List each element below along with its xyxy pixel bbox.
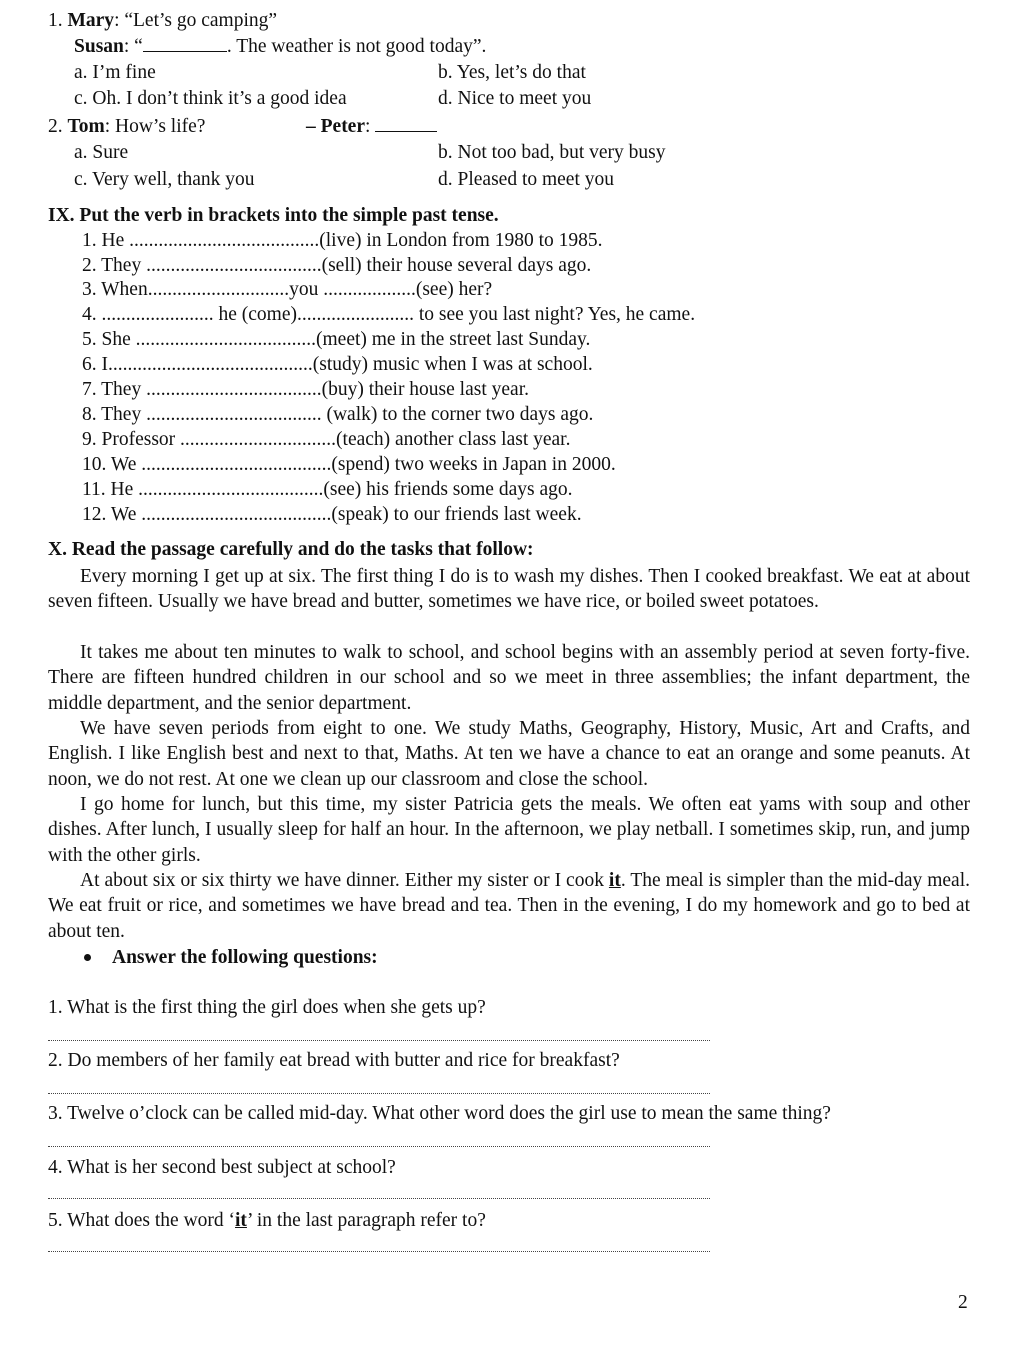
passage-p5-end: . The meal is simpler than the mid-day meal. We eat fruit or rice, and sometimes we have bread and tea. Then in the evening, I do my homework and go to bed at about ten. (48, 870, 970, 942)
question-4: 4. What is her second best subject at school? (48, 1157, 396, 1178)
q1-option-b[interactable]: b. Yes, let’s do that (438, 62, 586, 83)
q1-speaker-mary: Mary (67, 10, 115, 31)
answer-line-3[interactable] (48, 1146, 710, 1147)
q1-susan-close: . The weather is not good today”. (226, 36, 487, 57)
q2-line (48, 114, 205, 139)
q1-susan-open: : “ (123, 36, 143, 57)
q2-option-c[interactable]: c. Very well, thank you (74, 169, 255, 190)
q1-number: 1. (48, 10, 63, 31)
question-5-end: ’ in the last paragraph refer to? (246, 1210, 486, 1231)
question-5-it: it (235, 1210, 247, 1231)
section9-item-8[interactable]: 8. They .................................... (walk) to the corner two days ago. (82, 404, 594, 425)
answer-heading: Answer the following questions: (112, 947, 378, 968)
section9-item-6[interactable]: 6. I..........................................(study) music when I was at school. (82, 354, 593, 375)
q2-peter (306, 114, 437, 139)
question-5-start: 5. What does the word ‘ (48, 1210, 236, 1231)
passage-paragraph-1: Every morning I get up at six. The first thing I do is to wash my dishes. Then I cooked breakfast. We eat at about seven fifteen. Usually we have bread and butter, sometimes we have rice, or boiled sweet potatoes. (48, 566, 970, 613)
answer-line-2[interactable] (48, 1093, 710, 1094)
answer-line-1[interactable] (48, 1040, 710, 1041)
section10-title: X. Read the passage carefully and do the tasks that follow: (48, 539, 534, 560)
q1-mary-text: : “Let’s go camping” (114, 10, 278, 31)
bullet-icon (84, 954, 91, 961)
section9-item-1[interactable]: 1. He .......................................(live) in London from 1980 to 1985. (82, 230, 603, 251)
q1-option-c[interactable]: c. Oh. I don’t think it’s a good idea (74, 88, 347, 109)
passage-paragraph-2: It takes me about ten minutes to walk to school, and school begins with an assembly period at seven forty-five. There are fifteen hundred children in our school and so we meet in three assemblies; the infant department, the middle department, and the senior department. (48, 642, 970, 714)
q2-speaker-peter: – Peter (306, 116, 365, 137)
passage-paragraph-3: We have seven periods from eight to one. We study Maths, Geography, History, Music, Art and Crafts, and English. I like English best and next to that, Maths. At ten we have a chance to eat an orange and some peanuts. At noon, we do not rest. At one we clean up our classroom and close the school. (48, 718, 970, 790)
q1-susan-line (74, 34, 486, 59)
question-2: 2. Do members of her family eat bread with butter and rice for breakfast? (48, 1050, 620, 1071)
section9-item-7[interactable]: 7. They ....................................(buy) their house last year. (82, 379, 529, 400)
passage-paragraph-4: I go home for lunch, but this time, my sister Patricia gets the meals. We often eat yams with soup and other dishes. After lunch, I usually sleep for half an hour. In the afternoon, we play netball. I sometimes skip, run, and jump with the other girls. (48, 794, 970, 866)
q2-speaker-tom: Tom (67, 116, 105, 137)
question-5 (48, 1208, 486, 1233)
q2-answer-blank[interactable] (375, 130, 437, 132)
q2-option-a[interactable]: a. Sure (74, 142, 129, 163)
question-3: 3. Twelve o’clock can be called mid-day. What other word does the girl use to mean the same thing? (48, 1103, 831, 1124)
section9-item-3[interactable]: 3. When.............................you ...................(see) her? (82, 279, 493, 300)
answer-line-5[interactable] (48, 1251, 710, 1252)
section9-item-4[interactable]: 4. ....................... he (come)........................ to see you last night? Yes, he came. (82, 304, 696, 325)
passage-p5-start: At about six or six thirty we have dinner. Either my sister or I cook (80, 870, 609, 891)
q2-option-d[interactable]: d. Pleased to meet you (438, 169, 615, 190)
page-number: 2 (958, 1292, 968, 1313)
q1-option-d[interactable]: d. Nice to meet you (438, 88, 592, 109)
section9-item-9[interactable]: 9. Professor ................................(teach) another class last year. (82, 429, 571, 450)
section9-item-11[interactable]: 11. He ......................................(see) his friends some days ago. (82, 479, 573, 500)
q2-number: 2. (48, 116, 63, 137)
section9-item-5[interactable]: 5. She .....................................(meet) me in the street last Sunday. (82, 329, 591, 350)
q1-option-a[interactable]: a. I’m fine (74, 62, 156, 83)
q2-option-b[interactable]: b. Not too bad, but very busy (438, 142, 666, 163)
section9-item-10[interactable]: 10. We .......................................(spend) two weeks in Japan in 2000. (82, 454, 616, 475)
section9-item-12[interactable]: 12. We .......................................(speak) to our friends last week. (82, 504, 582, 525)
question-1: 1. What is the first thing the girl does when she gets up? (48, 997, 486, 1018)
section9-item-2[interactable]: 2. They ....................................(sell) their house several days ago. (82, 255, 592, 276)
section9-title: IX. Put the verb in brackets into the simple past tense. (48, 205, 499, 226)
q2-peter-colon: : (365, 116, 371, 137)
passage-p5-it: it (608, 870, 621, 891)
passage-paragraph-5 (48, 868, 970, 944)
answer-line-4[interactable] (48, 1198, 710, 1199)
q1-speaker-susan: Susan (74, 36, 124, 57)
q2-tom-text: : How’s life? (104, 116, 206, 137)
q1-mary-line (48, 8, 277, 33)
q1-answer-blank[interactable] (143, 50, 227, 52)
